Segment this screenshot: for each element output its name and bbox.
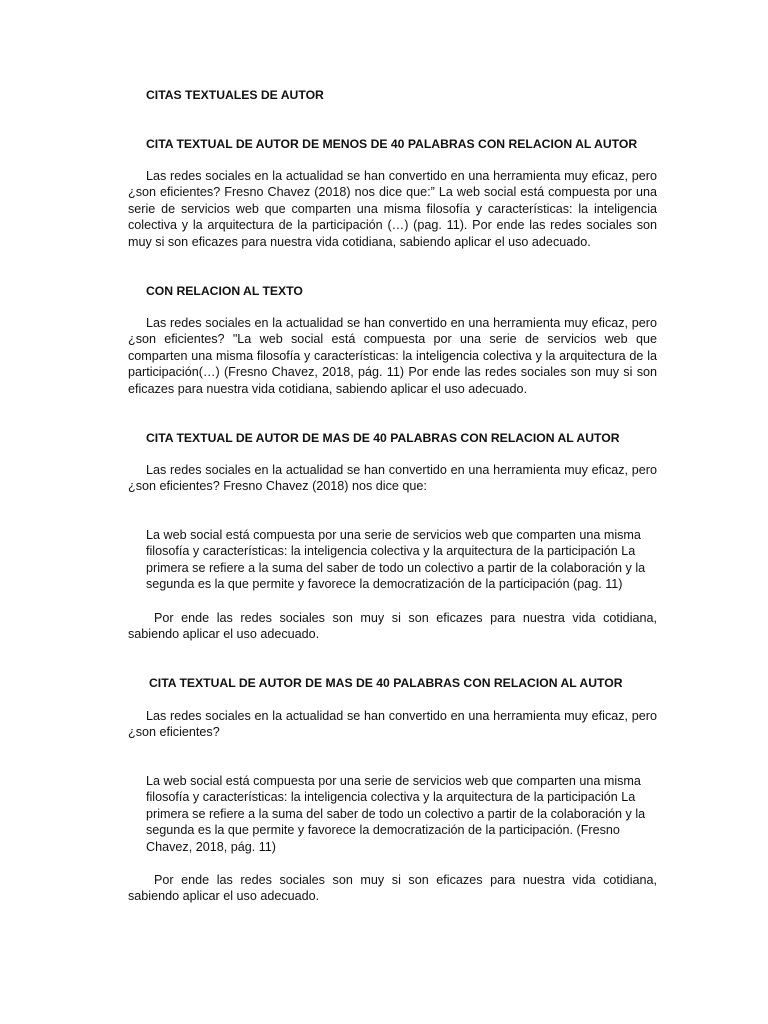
section2-paragraph: Las redes sociales en la actualidad se han convertido en una herramienta muy eficaz, pero ¿son eficientes? "La web social está compuesta por una serie de servicios web que comparten una misma filosofía y características: la inteligencia colectiva y la arquitectura de la participación(…) (Fresno Chavez, 2018, pág. 11) Por ende las redes sociales son muy si son eficazes para nuestra vida cotidiana, sabiendo aplicar el uso adecuado. (128, 316, 657, 396)
section2-heading: CON RELACION AL TEXTO (146, 284, 303, 298)
section4-block-quote: La web social está compuesta por una serie de servicios web que comparten una misma filosofía y características: la inteligencia colectiva y la arquitectura de la participación La primera se refiere a la suma del saber de todo un colectivo a partir de la colaboración y la segunda es la que permite y favorece la democratización de la participación. (Fresno Chavez, 2018, pág. 11) (146, 774, 646, 854)
section4-conclusion: Por ende las redes sociales son muy si son eficazes para nuestra vida cotidiana, sabiendo aplicar el uso adecuado. (128, 873, 657, 904)
section3-conclusion: Por ende las redes sociales son muy si son eficazes para nuestra vida cotidiana, sabiendo aplicar el uso adecuado. (128, 611, 657, 642)
section1-paragraph: Las redes sociales en la actualidad se han convertido en una herramienta muy eficaz, pero ¿son eficientes? Fresno Chavez (2018) nos dice que:” La web social está compuesta por una serie de servicios web que comparten una misma filosofía y características: la inteligencia colectiva y la arquitectura de la participación (…) (pag. 11). Por ende las redes sociales son muy si son eficazes para nuestra vida cotidiana, sabiendo aplicar el uso adecuado. (128, 169, 657, 249)
section3-heading: CITA TEXTUAL DE AUTOR DE MAS DE 40 PALABRAS CON RELACION AL AUTOR (146, 431, 620, 445)
section3-block-quote: La web social está compuesta por una serie de servicios web que comparten una misma filosofía y características: la inteligencia colectiva y la arquitectura de la participación La primera se refiere a la suma del saber de todo un colectivo a partir de la colaboración y la segunda es la que permite y favorece la democratización de la participación (pag. 11) (146, 528, 646, 592)
section3-intro: Las redes sociales en la actualidad se han convertido en una herramienta muy eficaz, pero ¿son eficientes? Fresno Chavez (2018) nos dice que: (128, 463, 657, 494)
section1-heading: CITA TEXTUAL DE AUTOR DE MENOS DE 40 PALABRAS CON RELACION AL AUTOR (146, 137, 638, 151)
document-title: CITAS TEXTUALES DE AUTOR (146, 88, 324, 102)
section4-intro: Las redes sociales en la actualidad se han convertido en una herramienta muy eficaz, pero ¿son eficientes? (128, 709, 657, 740)
section4-heading: CITA TEXTUAL DE AUTOR DE MAS DE 40 PALABRAS CON RELACION AL AUTOR (149, 676, 623, 690)
